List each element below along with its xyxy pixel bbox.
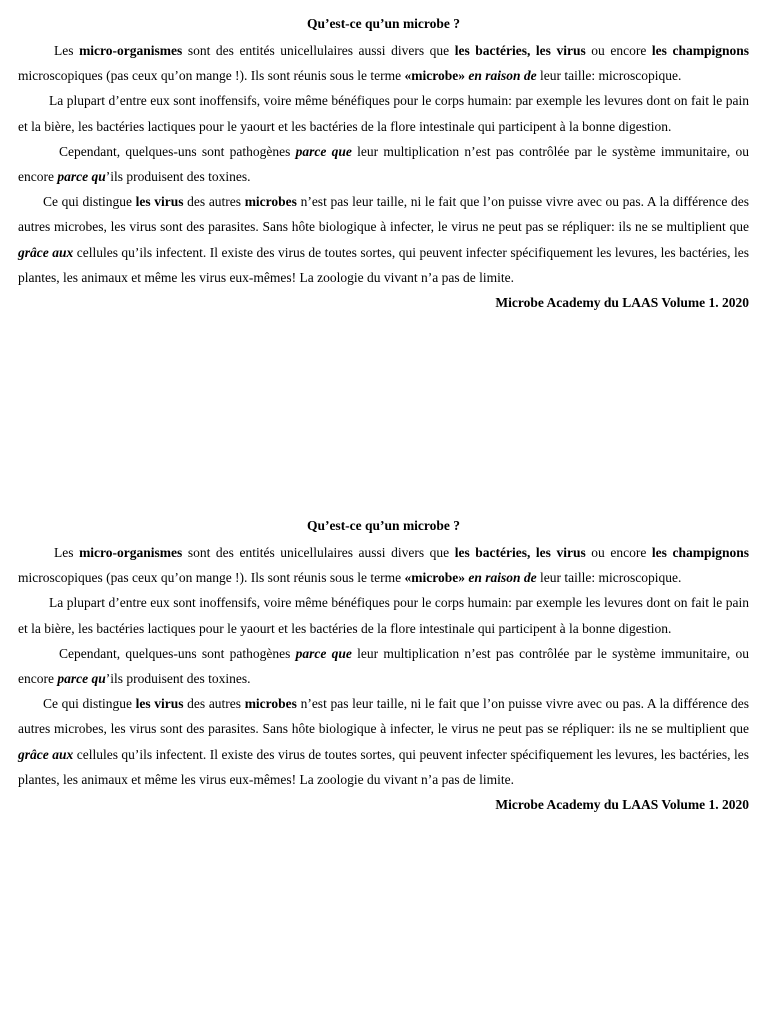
- text-run: leur taille: microscopique.: [536, 68, 682, 84]
- text-run: microscopiques (pas ceux qu’on mange !). Ils sont réunis sous le terme: [18, 68, 405, 84]
- paragraph-pathogens: [18, 139, 749, 189]
- bold-term: les virus: [135, 696, 184, 712]
- text-run: ou encore: [585, 545, 652, 560]
- bold-italic-connector: parce que: [295, 645, 352, 661]
- bold-italic-connector: parce que: [295, 143, 352, 159]
- document-title: Qu’est-ce qu’un microbe ?: [306, 16, 461, 31]
- text-run: Les: [54, 545, 80, 560]
- bold-italic-connector: grâce aux: [18, 244, 74, 260]
- bold-term: «microbe»: [404, 570, 466, 586]
- text-run: n’est pas leur taille, ni le fait que l’on puisse vivre avec ou pas. A la différence des autres microbes, les virus sont des parasites. Sans hôte biologique à infecter, le virus ne peut pas se répliquer: ils ne se multiplient que: [18, 696, 749, 737]
- text-run: Cependant, quelques-uns sont pathogènes: [59, 143, 296, 159]
- text-run: ou encore: [585, 43, 652, 58]
- bold-italic-connector: grâce aux: [18, 746, 74, 762]
- bold-italic-connector: en raison de: [468, 570, 537, 586]
- paragraph-benefits: La plupart d’entre eux sont inoffensifs, voire même bénéfiques pour le corps humain: par exemple les levures dont on fait le pain et la bière, les bactéries lactiques pour le yaourt et les bactéries de la flore intestinale qui participent à la bonne digestion.: [18, 595, 749, 636]
- paragraph-intro: [18, 38, 749, 88]
- bold-term: microbes: [244, 696, 297, 712]
- source-citation: Microbe Academy du LAAS Volume 1. 2020: [495, 295, 749, 311]
- text-run: n’est pas leur taille, ni le fait que l’on puisse vivre avec ou pas. A la différence des autres microbes, les virus sont des parasites. Sans hôte biologique à infecter, le virus ne peut pas se répliquer: ils ne se multiplient que: [18, 194, 749, 235]
- text-run: leur multiplication n’est pas contrôlée par le système immunitaire, ou encore: [18, 143, 749, 185]
- text-run: Ce qui distingue: [43, 194, 136, 210]
- bold-term: les bactéries, les virus: [454, 43, 586, 58]
- text-run: Les: [54, 43, 80, 58]
- source-citation: Microbe Academy du LAAS Volume 1. 2020: [495, 797, 749, 813]
- text-run: leur taille: microscopique.: [536, 570, 682, 586]
- text-block-1: [18, 14, 749, 315]
- paragraph-viruses: [18, 189, 749, 290]
- bold-italic-connector: parce qu: [57, 169, 106, 185]
- bold-term: les champignons: [651, 43, 749, 58]
- bold-term: microbes: [244, 194, 297, 210]
- text-run: des autres: [183, 696, 245, 712]
- text-run: cellules qu’ils infectent. Il existe des virus de toutes sortes, qui peuvent infecter spécifiquement les levures, les bactéries, les plantes, les animaux et même les virus eux-mêmes! La zoologie du vivant n’a pas de limite.: [18, 746, 749, 787]
- bold-term: les champignons: [651, 545, 749, 560]
- document-title: Qu’est-ce qu’un microbe ?: [306, 518, 461, 533]
- bold-term: micro-organismes: [79, 545, 183, 560]
- text-run: leur multiplication n’est pas contrôlée par le système immunitaire, ou encore: [18, 645, 749, 687]
- paragraph-intro: [18, 540, 749, 590]
- text-run: des autres: [183, 194, 245, 210]
- text-run: ’ils produisent des toxines.: [105, 671, 251, 687]
- text-run: Ce qui distingue: [43, 696, 136, 712]
- paragraph-viruses: [18, 691, 749, 792]
- paragraph-pathogens: [18, 641, 749, 691]
- text-block-2: [18, 516, 749, 817]
- text-run: ’ils produisent des toxines.: [105, 169, 251, 185]
- bold-term: les virus: [135, 194, 184, 210]
- bold-italic-connector: parce qu: [57, 671, 106, 687]
- text-run: cellules qu’ils infectent. Il existe des virus de toutes sortes, qui peuvent infecter spécifiquement les levures, les bactéries, les plantes, les animaux et même les virus eux-mêmes! La zoologie du vivant n’a pas de limite.: [18, 244, 749, 285]
- bold-term: les bactéries, les virus: [454, 545, 586, 560]
- bold-italic-connector: en raison de: [468, 68, 537, 84]
- text-run: microscopiques (pas ceux qu’on mange !). Ils sont réunis sous le terme: [18, 570, 405, 586]
- text-run: sont des entités unicellulaires aussi divers que: [182, 545, 455, 560]
- text-run: Cependant, quelques-uns sont pathogènes: [59, 645, 296, 661]
- bold-term: «microbe»: [404, 68, 466, 84]
- bold-term: micro-organismes: [79, 43, 183, 58]
- paragraph-benefits: La plupart d’entre eux sont inoffensifs, voire même bénéfiques pour le corps humain: par exemple les levures dont on fait le pain et la bière, les bactéries lactiques pour le yaourt et les bactéries de la flore intestinale qui participent à la bonne digestion.: [18, 93, 749, 134]
- text-run: sont des entités unicellulaires aussi divers que: [182, 43, 455, 58]
